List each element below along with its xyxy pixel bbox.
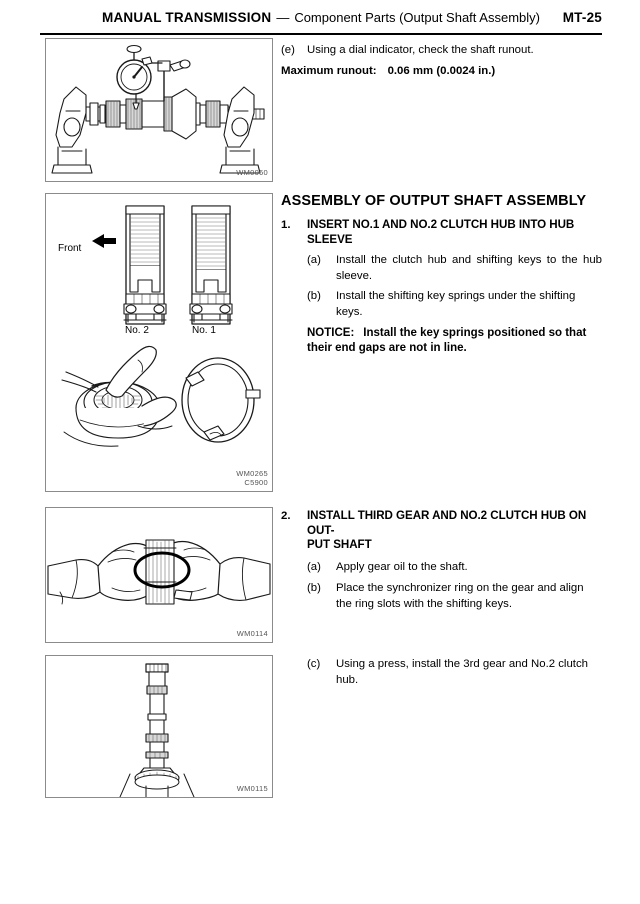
figure-code-panel2: WM0265 <box>236 469 268 478</box>
figure-panel-press-shaft <box>45 655 273 798</box>
step-2-title-row <box>281 509 602 553</box>
step-2-item-a-marker: (a) <box>307 560 321 573</box>
step-1-item-a <box>281 253 602 284</box>
figure-label-no2: No. 2 <box>125 325 149 336</box>
step-e-marker: (e) <box>281 44 295 56</box>
step-1-notice <box>307 326 602 356</box>
figure-panel-hub-sleeve <box>45 193 273 492</box>
max-runout-row <box>281 64 602 80</box>
step-2-number: 2. <box>281 510 291 522</box>
step-1-item-b <box>281 289 602 320</box>
step-2-block <box>281 509 602 612</box>
step-2-item-a <box>281 560 602 576</box>
section-heading: ASSEMBLY OF OUTPUT SHAFT ASSEMBLY <box>281 193 587 209</box>
max-runout-label: Maximum runout: <box>281 64 377 77</box>
step-2c-marker: (c) <box>307 658 321 670</box>
step-2-item-b <box>281 581 602 612</box>
figure-press-shaft-drawing <box>46 656 272 797</box>
figure-label-front: Front <box>58 243 82 254</box>
header-title: MANUAL TRANSMISSION <box>102 10 272 25</box>
step-1-title-row <box>281 218 602 247</box>
header-dash: — <box>276 10 290 25</box>
page-number: MT-25 <box>562 10 602 25</box>
figure-hub-sleeve-drawing <box>46 194 272 491</box>
step-1-block <box>281 218 602 356</box>
step-1-title: INSERT NO.1 AND NO.2 CLUTCH HUB INTO HUB SLEEVE <box>307 218 575 246</box>
step-2c-text: Using a press, install the 3rd gear and No.2 clutch hub. <box>336 658 588 686</box>
notice-text: Install the key springs positioned so that their end gaps are not in line. <box>307 327 587 354</box>
step-1-item-a-marker: (a) <box>307 254 321 266</box>
header-subtitle: Component Parts (Output Shaft Assembly) <box>294 10 540 25</box>
step-2-item-b-text: Place the synchronizer ring on the gear and align the ring slots with the shifting keys. <box>336 582 584 610</box>
step-e-block <box>281 43 602 79</box>
figure-code-panel1: WM0060 <box>236 168 268 177</box>
notice-label: NOTICE: <box>307 327 355 339</box>
step-2-title-line1: INSTALL THIRD GEAR AND NO.2 CLUTCH HUB ON OUT- <box>307 509 587 537</box>
step-e-text: Using a dial indicator, check the shaft runout. <box>307 44 534 56</box>
step-2-title <box>307 509 602 553</box>
figure-code-panel4: WM0115 <box>236 784 268 793</box>
max-runout-value: 0.06 mm (0.0024 in.) <box>387 64 496 77</box>
step-2-item-b-marker: (b) <box>307 582 321 594</box>
step-1-item-a-text: Install the clutch hub and shifting keys to the hub sleeve. <box>336 254 602 282</box>
step-1-number: 1. <box>281 219 291 231</box>
step-2-item-a-text: Apply gear oil to the shaft. <box>336 560 468 573</box>
figure-hands-synchronizer-drawing <box>46 508 272 642</box>
figure-code-panel3: WM0114 <box>236 629 268 638</box>
header-inner <box>40 10 602 30</box>
assembly-section <box>281 193 602 209</box>
figure-panel-hands-synchronizer <box>45 507 273 643</box>
figure-panel-dial-indicator <box>45 38 273 182</box>
step-1-item-b-marker: (b) <box>307 290 321 302</box>
figure-dial-indicator-drawing <box>46 39 272 181</box>
step-e-row <box>281 43 602 59</box>
step-2-title-line2: PUT SHAFT <box>307 538 372 551</box>
figure-label-no1: No. 1 <box>192 325 216 336</box>
step-2c-row <box>281 657 602 688</box>
header-rule <box>40 33 602 35</box>
step-2c-block <box>281 657 602 688</box>
step-1-item-b-text: Install the shifting key springs under the shifting keys. <box>336 290 576 318</box>
figure-code-panel2-secondary: C5900 <box>244 478 268 487</box>
